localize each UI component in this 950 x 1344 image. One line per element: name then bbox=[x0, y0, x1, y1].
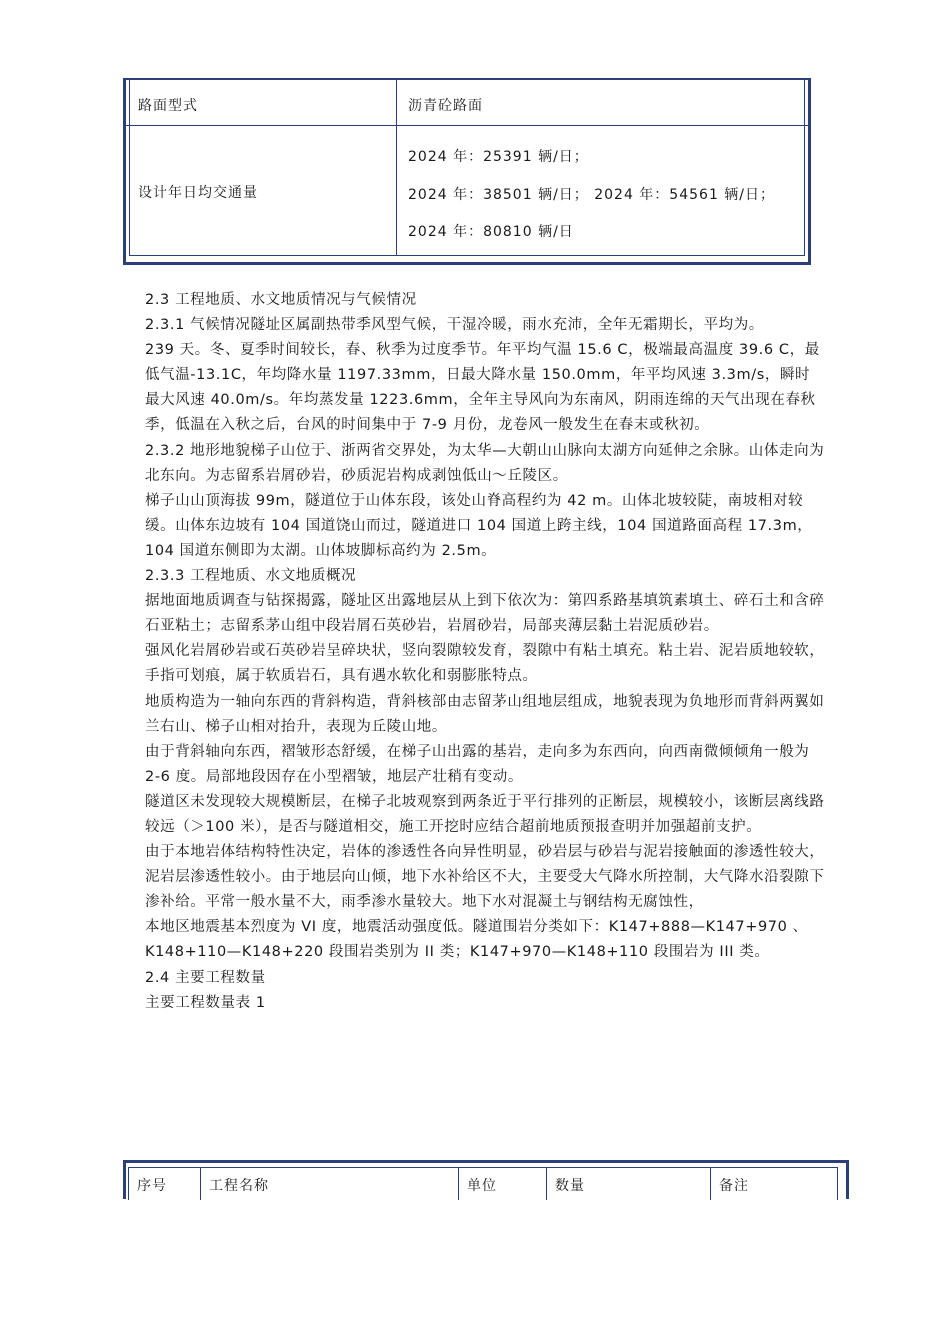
header-project-name: 工程名称 bbox=[201, 1168, 459, 1200]
paragraph-groundwater: 由于本地岩体结构特性决定，岩体的渗透性各向异性明显，砂岩层与砂岩与泥岩接触面的渗透性较大，泥岩层渗透性较小。由于地层向山倾，地下水补给区不大，主要受大气降水所控制，大气降水沿裂隙下渗补给。平常一般水量不大，雨季渗水量较大。地下水对混凝土与钢结构无腐蚀性， bbox=[145, 844, 825, 911]
traffic-table bbox=[123, 78, 811, 265]
section-heading-2-3: 2.3 工程地质、水文地质情况与气候情况 bbox=[145, 292, 417, 308]
traffic-volume-value: 2024 年：25391 辆/日； bbox=[408, 149, 589, 165]
table-header-row bbox=[128, 1167, 838, 1200]
paragraph-climate-detail: 239 天。冬、夏季时间较长，春、秋季为过度季节。年平均气温 15.6 C，极端最高温度 39.6 C，最低气温-13.1C，年均降水量 1197.33mm，日最大降水量 150.0mm，年平均风速 3.3m/s，瞬时最大风速 40.0m/s。年均蒸发量 1223.6mm，全年主导风向为东南风，阴雨连绵的天气出现在春秋季，低温在入秋之后，台风的时间集中于 7-9 月份，龙卷风一般发生在春末或秋初。 bbox=[145, 342, 820, 434]
traffic-volume-label: 设计年日均交通量 bbox=[138, 185, 258, 201]
header-quantity: 数量 bbox=[547, 1168, 711, 1200]
traffic-volume-value: 2024 年：80810 辆/日 bbox=[408, 224, 574, 240]
pavement-type-value: 沥青砼路面 bbox=[408, 98, 483, 114]
document-body bbox=[145, 288, 825, 1016]
paragraph-terrain-detail: 梯子山山顶海拔 99m，隧道位于山体东段，该处山脊高程约为 42 m。山体北坡较陡，南坡相对较缓。山体东边坡有 104 国道饶山而过，隧道进口 104 国道上跨主线，104 国道路面高程 17.3m，104 国道东侧即为太湖。山体坡脚标高约为 2.5m。 bbox=[145, 492, 813, 559]
paragraph-terrain: 2.3.2 地形地貌梯子山位于、浙两省交界处，为太华—大朝山山脉向太湖方向延伸之余脉。山体走向为北东向。为志留系岩屑砂岩，砂质泥岩构成剥蚀低山～丘陵区。 bbox=[145, 442, 825, 484]
quantities-table bbox=[123, 1160, 849, 1199]
paragraph-structure: 地质构造为一轴向东西的背斜构造，背斜核部由志留茅山组地层组成，地貌表现为负地形而背斜两翼如兰右山、梯子山相对抬升，表现为丘陵山地。 bbox=[145, 693, 825, 735]
section-heading-2-4: 2.4 主要工程数量 bbox=[145, 969, 266, 986]
paragraph-strata: 据地面地质调查与钻探揭露，隧址区出露地层从上到下依次为：第四系路基填筑素填土、碎石土和含碎石亚粘土；志留系茅山组中段岩屑石英砂岩，岩屑砂岩，局部夹薄层黏土岩泥质砂岩。 bbox=[145, 593, 825, 635]
paragraph-fold: 由于背斜轴向东西，褶皱形态舒缓，在梯子山出露的基岩，走向多为东西向，向西南微倾倾角一般为 2-6 度。局部地段因存在小型褶皱，地层产壮稍有变动。 bbox=[145, 743, 810, 785]
header-serial: 序号 bbox=[129, 1168, 201, 1200]
header-remarks: 备注 bbox=[719, 1178, 749, 1194]
paragraph-weathering: 强风化岩屑砂岩或石英砂岩呈碎块状，竖向裂隙较发育，裂隙中有粘土填充。粘土岩、泥岩质地较软，手指可划痕，属于软质岩石，具有遇水软化和弱膨胀特点。 bbox=[145, 643, 825, 685]
paragraph-climate: 2.3.1 气候情况隧址区属副热带季风型气候，干湿冷暖，雨水充沛，全年无霜期长，平均为。 bbox=[145, 317, 764, 334]
section-heading-2-3-3: 2.3.3 工程地质、水文地质概况 bbox=[145, 568, 357, 585]
pavement-type-label: 路面型式 bbox=[138, 98, 198, 114]
traffic-volume-value: 2024 年：38501 辆/日； 2024 年：54561 辆/日； bbox=[408, 187, 776, 203]
paragraph-fault: 隧道区未发现较大规模断层，在梯子北坡观察到两条近于平行排列的正断层，规模较小，该断层离线路较远（＞100 米），是否与隧道相交，施工开挖时应结合超前地质预报查明并加强超前支护。 bbox=[145, 793, 825, 835]
paragraph-seismic: 本地区地震基本烈度为 VI 度，地震活动强度低。隧道围岩分类如下：K147+888—K147+970 、K148+110—K148+220 段围岩类别为 II 类；K147+970—K148+110 段围岩为 III 类。 bbox=[145, 919, 808, 961]
header-unit: 单位 bbox=[459, 1168, 547, 1200]
table-caption: 主要工程数量表 1 bbox=[145, 994, 266, 1011]
table-column-divider bbox=[396, 80, 397, 256]
